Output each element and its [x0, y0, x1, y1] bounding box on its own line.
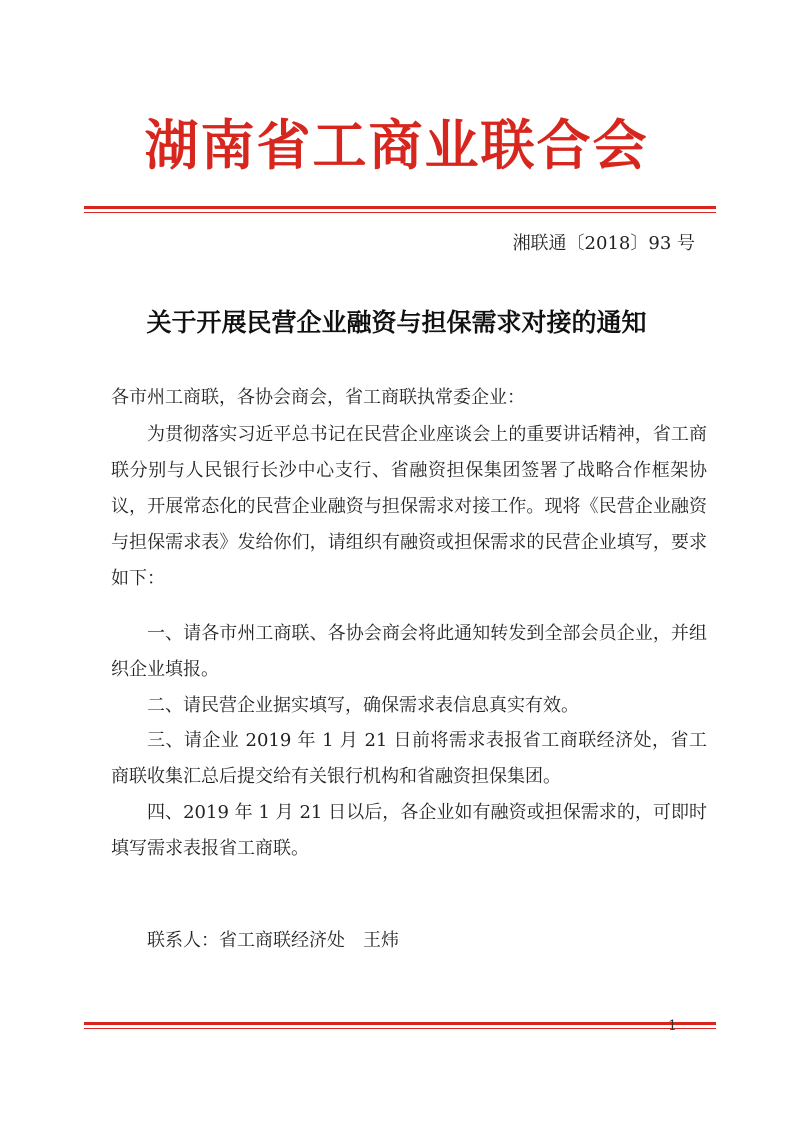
header-divider-thick — [84, 206, 716, 209]
footer-divider-thick — [84, 1022, 716, 1025]
paragraph-item-4: 四、2019 年 1 月 21 日以后，各企业如有融资或担保需求的，可即时填写需求表报省工商联。 — [111, 802, 707, 859]
paragraph-item-2: 二、请民营企业据实填写，确保需求表信息真实有效。 — [147, 695, 579, 716]
paragraph-item-1: 一、请各市州工商联、各协会商会将此通知转发到全部会员企业，并组织企业填报。 — [111, 623, 707, 680]
document-title: 关于开展民营企业融资与担保需求对接的通知 — [146, 308, 647, 337]
document-number: 湘联通〔2018〕93 号 — [512, 233, 695, 254]
page-number: 1 — [668, 1018, 677, 1034]
footer-divider-thin — [84, 1028, 716, 1029]
paragraph-item-3: 三、请企业 2019 年 1 月 21 日前将需求表报省工商联经济处，省工商联收集汇总后提交给有关银行机构和省融资担保集团。 — [111, 730, 707, 787]
contact-person: 联系人：省工商联经济处 王炜 — [147, 930, 399, 951]
header-divider-thin — [84, 212, 716, 213]
salutation: 各市州工商联，各协会商会，省工商联执常委企业： — [111, 387, 525, 408]
organization-header: 湖南省工商业联合会 — [144, 113, 649, 177]
paragraph-intro: 为贯彻落实习近平总书记在民营企业座谈会上的重要讲话精神，省工商联分别与人民银行长沙中心支行、省融资担保集团签署了战略合作框架协议，开展常态化的民营企业融资与担保需求对接工作。现将《民营企业融资与担保需求表》发给你们，请组织有融资或担保需求的民营企业填写，要求如下： — [111, 424, 707, 589]
